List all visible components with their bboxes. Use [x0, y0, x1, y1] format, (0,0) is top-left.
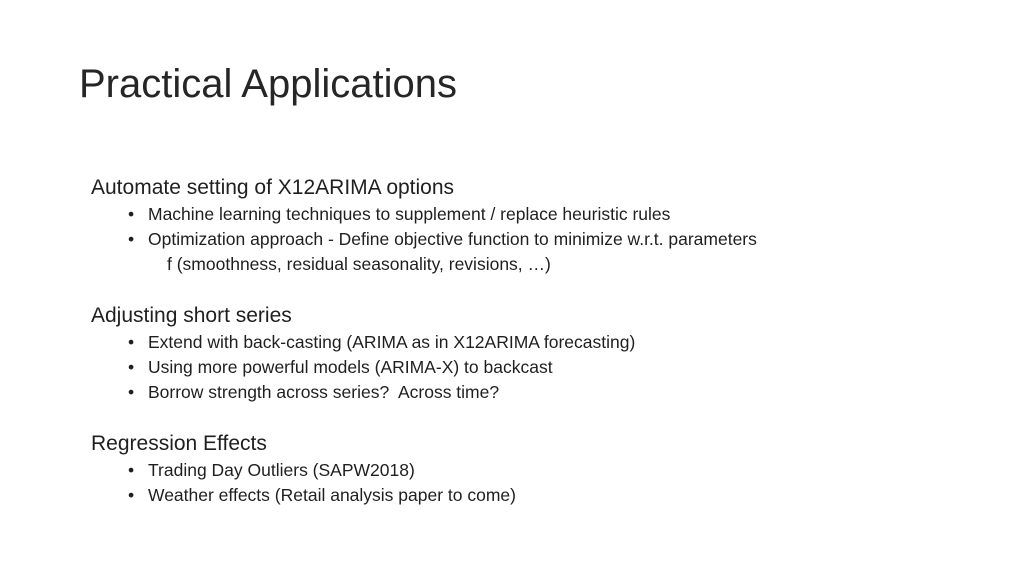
bullet-text: Extend with back-casting (ARIMA as in X12ARIMA forecasting) [148, 332, 636, 352]
section-heading: Automate setting of X12ARIMA options [91, 176, 455, 199]
slide-content [91, 174, 971, 533]
bullet-item [91, 330, 971, 355]
bullet-dot-icon: • [128, 204, 135, 224]
slide-title: Practical Applications [79, 62, 457, 106]
section-heading: Adjusting short series [91, 304, 292, 327]
bullet-dot-icon: • [128, 229, 135, 249]
bullet-item [91, 483, 971, 508]
section-heading: Regression Effects [91, 432, 267, 455]
bullet-text: Machine learning techniques to supplement / replace heuristic rules [148, 204, 671, 224]
bullet-dot-icon: • [128, 332, 135, 352]
bullet-dot-icon: • [128, 357, 135, 377]
bullet-dot-icon: • [128, 460, 135, 480]
bullet-text: Borrow strength across series? Across time? [148, 382, 500, 402]
bullet-item [91, 227, 971, 252]
bullet-item [91, 202, 971, 227]
bullet-text: Weather effects (Retail analysis paper to come) [148, 485, 516, 505]
section-regression-effects [91, 430, 971, 508]
bullet-item [91, 458, 971, 483]
bullet-item [91, 355, 971, 380]
bullet-continuation: f (smoothness, residual seasonality, revisions, …) [167, 254, 551, 274]
bullet-text: Trading Day Outliers (SAPW2018) [148, 460, 415, 480]
bullet-text: Using more powerful models (ARIMA-X) to backcast [148, 357, 553, 377]
bullet-dot-icon: • [128, 485, 135, 505]
bullet-text: Optimization approach - Define objective function to minimize w.r.t. parameters [148, 229, 757, 249]
bullet-item [91, 380, 971, 405]
bullet-dot-icon: • [128, 382, 135, 402]
section-automate-options [91, 174, 971, 277]
section-short-series [91, 302, 971, 405]
